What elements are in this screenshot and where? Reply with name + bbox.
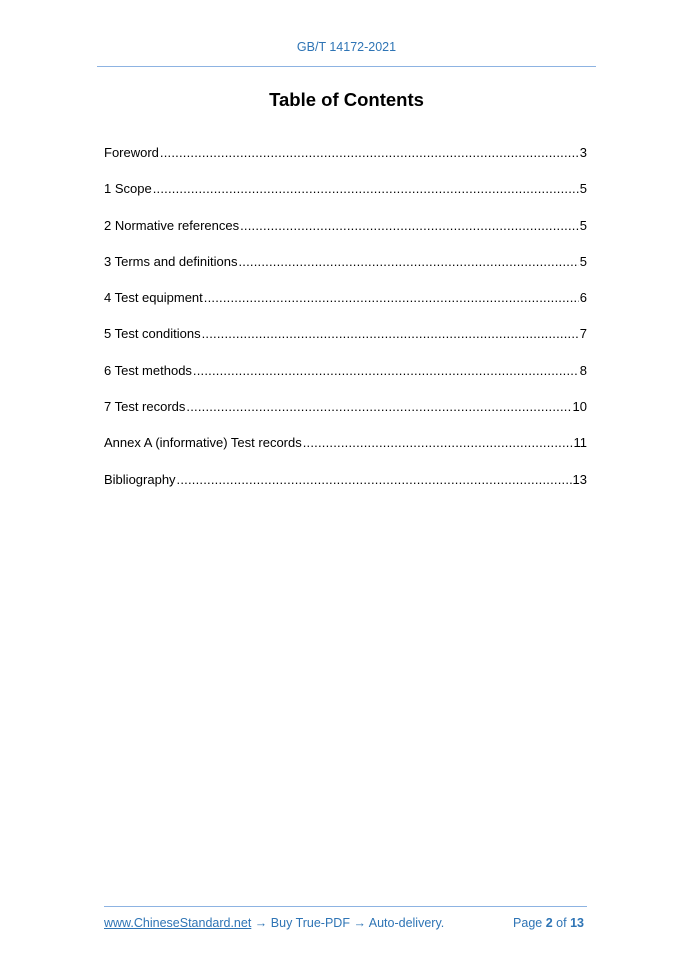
toc-entry-bibliography[interactable]: [104, 472, 587, 508]
arrow-right-icon: →: [353, 916, 366, 930]
toc-entry-page: 11: [573, 435, 587, 451]
toc-entry-test-methods[interactable]: [104, 363, 587, 399]
toc-entry-page: 5: [579, 217, 587, 233]
toc-entry-page: 7: [579, 326, 587, 342]
toc-entry-label: 1 Scope: [104, 181, 152, 197]
site-link[interactable]: www.ChineseStandard.net: [104, 916, 252, 930]
of-word: of: [556, 916, 567, 930]
toc-entry-label: 4 Test equipment: [104, 290, 203, 306]
page-word: Page: [513, 916, 543, 930]
auto-delivery-text: Auto-delivery.: [368, 916, 445, 930]
buy-true-pdf-text: Buy True-PDF: [270, 916, 350, 930]
toc-entry-normative-references[interactable]: [104, 218, 587, 254]
toc-entry-page: 10: [572, 399, 587, 415]
toc-entry-foreword[interactable]: [104, 145, 587, 181]
toc-entry-page: 8: [579, 362, 587, 378]
toc-leader-dots: [193, 363, 579, 378]
footer-divider: [104, 906, 587, 907]
toc-entry-test-equipment[interactable]: [104, 290, 587, 326]
page-number: [513, 916, 584, 930]
toc-entry-page: 6: [579, 290, 587, 306]
page-title: Table of Contents: [269, 89, 424, 110]
footer-promo: [104, 916, 444, 930]
current-page-number: 2: [545, 916, 553, 930]
toc-entry-label: 7 Test records: [104, 399, 186, 415]
toc-entry-label: Foreword: [104, 145, 159, 160]
toc-entry-annex-a[interactable]: [104, 435, 587, 471]
toc-entry-label: Annex A (informative) Test records: [104, 435, 302, 451]
toc-leader-dots: [186, 399, 571, 414]
toc-leader-dots: [153, 181, 579, 196]
toc-leader-dots: [160, 145, 579, 160]
toc-leader-dots: [303, 435, 573, 450]
total-pages-number: 13: [570, 916, 584, 930]
toc-entry-label: 3 Terms and definitions: [104, 253, 238, 269]
toc-entry-label: 2 Normative references: [104, 217, 240, 233]
toc-entry-page: 5: [579, 253, 587, 269]
table-of-contents: [104, 145, 587, 508]
toc-leader-dots: [204, 290, 579, 305]
toc-leader-dots: [238, 254, 578, 269]
toc-entry-label: 6 Test methods: [104, 362, 192, 378]
toc-entry-scope[interactable]: [104, 181, 587, 217]
toc-leader-dots: [202, 326, 579, 341]
toc-entry-page: 3: [579, 145, 587, 160]
page-footer: [104, 916, 587, 934]
header-divider: [97, 66, 596, 67]
toc-entry-label: Bibliography: [104, 471, 176, 487]
toc-entry-page: 13: [572, 471, 587, 487]
toc-entry-test-records[interactable]: [104, 399, 587, 435]
toc-leader-dots: [240, 218, 579, 233]
toc-entry-label: 5 Test conditions: [104, 326, 201, 342]
toc-entry-page: 5: [579, 181, 587, 197]
toc-leader-dots: [177, 472, 572, 487]
arrow-right-icon: →: [254, 916, 268, 930]
toc-entry-terms-and-definitions[interactable]: [104, 254, 587, 290]
page-header-standard-code: GB/T 14172-2021: [296, 40, 397, 54]
toc-entry-test-conditions[interactable]: [104, 326, 587, 362]
